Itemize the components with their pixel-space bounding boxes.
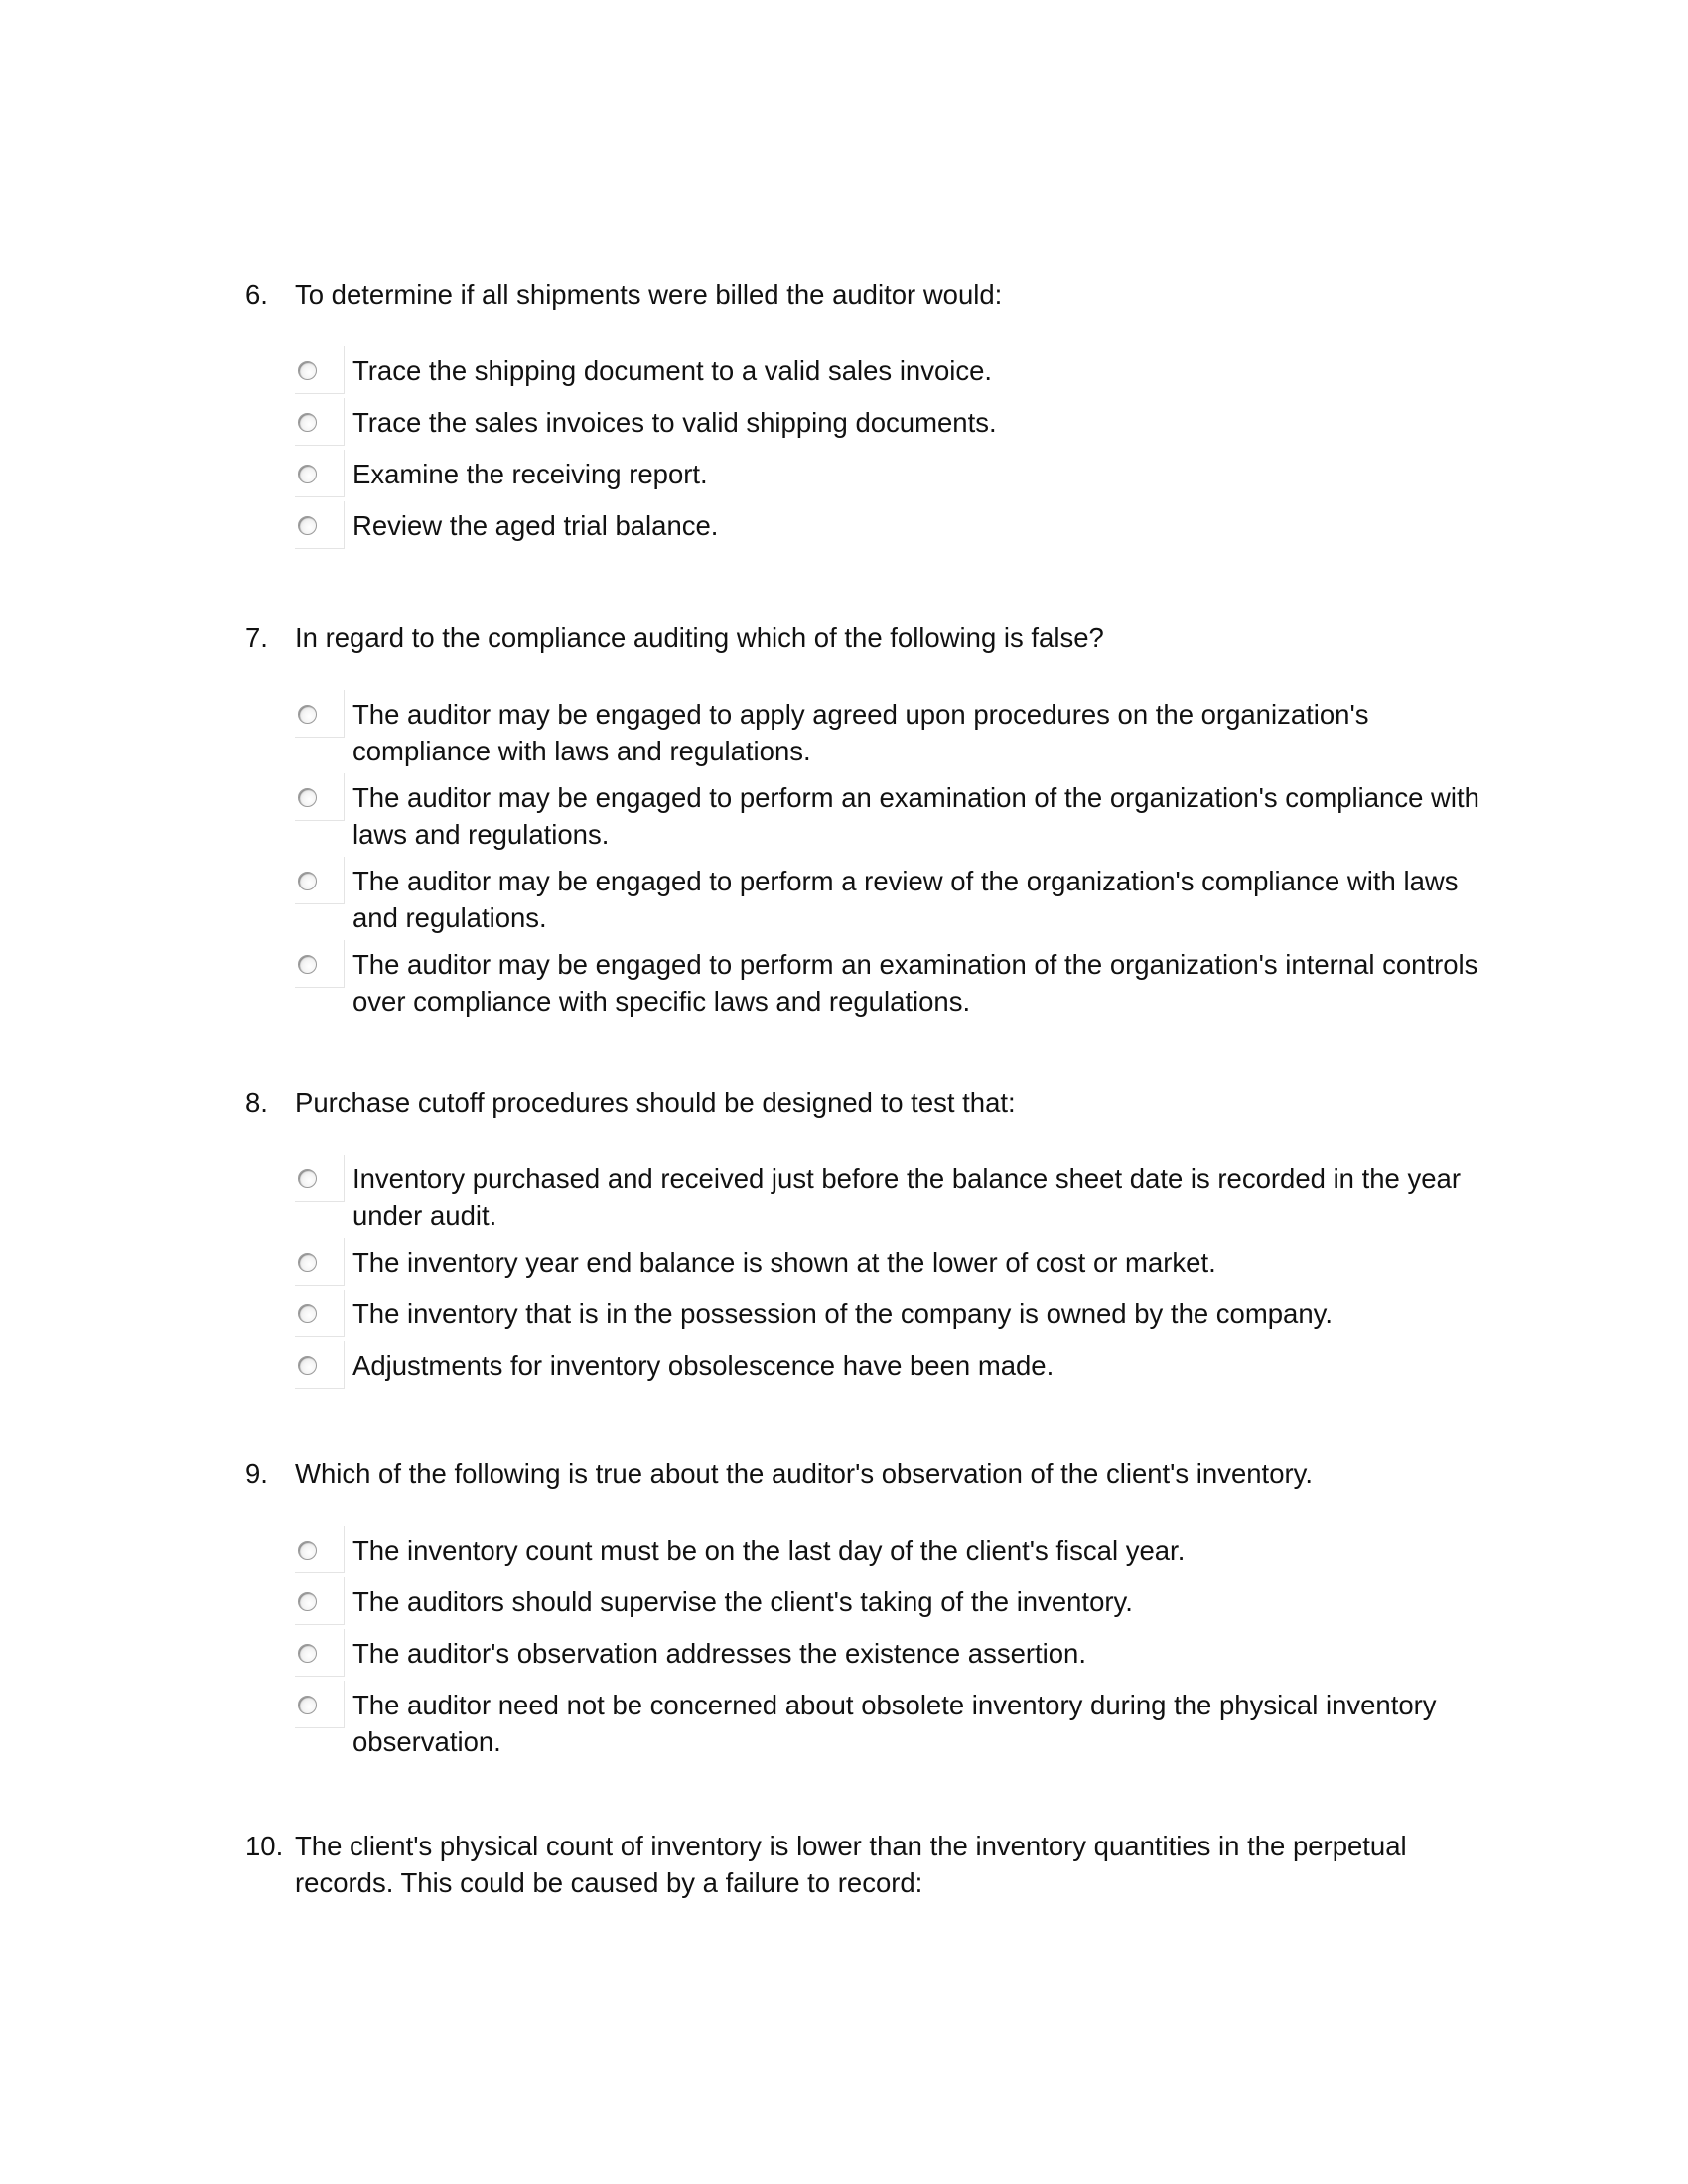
answer-option[interactable]: [295, 352, 1496, 394]
radio-button[interactable]: [298, 516, 317, 535]
option-label: Trace the shipping document to a valid sales invoice.: [352, 355, 993, 386]
radio-cell: [295, 1577, 345, 1625]
question-7: [245, 619, 1496, 1029]
option-label: The auditor may be engaged to perform an examination of the organization's internal controls over compliance with specific laws and regulations.: [352, 949, 1478, 1017]
answer-option[interactable]: [295, 1583, 1496, 1625]
radio-button[interactable]: [298, 788, 317, 807]
radio-cell: [295, 773, 345, 821]
answer-option[interactable]: [295, 696, 1496, 769]
radio-cell: [295, 1290, 345, 1337]
option-label: Examine the receiving report.: [352, 459, 708, 489]
answer-options: [295, 352, 1496, 549]
option-label: Trace the sales invoices to valid shipping documents.: [352, 407, 997, 438]
answer-option[interactable]: [295, 1296, 1496, 1337]
radio-cell: [295, 857, 345, 904]
option-label: Inventory purchased and received just before the balance sheet date is recorded in the year under audit.: [352, 1163, 1461, 1231]
answer-option[interactable]: [295, 456, 1496, 497]
radio-cell: [295, 450, 345, 497]
radio-button[interactable]: [298, 705, 317, 724]
question-text: Which of the following is true about the auditor's observation of the client's inventory.: [295, 1458, 1313, 1489]
option-label: The auditor may be engaged to perform an examination of the organization's compliance with laws and regulations.: [352, 782, 1479, 850]
question-number: 6.: [245, 279, 268, 310]
radio-cell: [295, 1681, 345, 1728]
radio-button[interactable]: [298, 955, 317, 974]
option-label: Review the aged trial balance.: [352, 510, 719, 541]
radio-cell: [295, 501, 345, 549]
radio-button[interactable]: [298, 1169, 317, 1188]
answer-option[interactable]: [295, 507, 1496, 549]
option-label: The auditors should supervise the client's taking of the inventory.: [352, 1586, 1133, 1617]
option-label: The inventory count must be on the last day of the client's fiscal year.: [352, 1535, 1186, 1566]
radio-button[interactable]: [298, 872, 317, 890]
option-label: The auditor may be engaged to apply agreed upon procedures on the organization's compliance with laws and regulations.: [352, 699, 1369, 766]
answer-options: [295, 1532, 1496, 1760]
radio-cell: [295, 940, 345, 988]
answer-option[interactable]: [295, 863, 1496, 936]
radio-button[interactable]: [298, 1644, 317, 1663]
question-10: [245, 1828, 1496, 1901]
question-number: 8.: [245, 1087, 268, 1118]
question-text: Purchase cutoff procedures should be designed to test that:: [295, 1087, 1016, 1118]
radio-button[interactable]: [298, 361, 317, 380]
option-label: The auditor may be engaged to perform a review of the organization's compliance with laws and regulations.: [352, 866, 1459, 933]
answer-option[interactable]: [295, 1244, 1496, 1286]
question-text: The client's physical count of inventory is lower than the inventory quantities in the perpetual records. This could be caused by a failure to record:: [295, 1831, 1407, 1898]
answer-option[interactable]: [295, 1687, 1496, 1760]
answer-option[interactable]: [295, 1635, 1496, 1677]
option-label: The auditor's observation addresses the existence assertion.: [352, 1638, 1086, 1669]
radio-cell: [295, 690, 345, 738]
answer-option[interactable]: [295, 1532, 1496, 1573]
radio-cell: [295, 1629, 345, 1677]
question-6: [245, 276, 1496, 559]
radio-button[interactable]: [298, 1304, 317, 1323]
radio-button[interactable]: [298, 465, 317, 483]
answer-option[interactable]: [295, 779, 1496, 853]
radio-button[interactable]: [298, 1592, 317, 1611]
radio-button[interactable]: [298, 1253, 317, 1272]
option-label: The auditor need not be concerned about obsolete inventory during the physical inventory observation.: [352, 1690, 1437, 1757]
option-label: Adjustments for inventory obsolescence have been made.: [352, 1350, 1055, 1381]
answer-options: [295, 1160, 1496, 1389]
answer-options: [295, 696, 1496, 1020]
answer-option[interactable]: [295, 1160, 1496, 1234]
option-label: The inventory year end balance is shown at the lower of cost or market.: [352, 1247, 1216, 1278]
radio-cell: [295, 1341, 345, 1389]
radio-button[interactable]: [298, 1541, 317, 1560]
option-label: The inventory that is in the possession of the company is owned by the company.: [352, 1298, 1333, 1329]
question-number: 10.: [245, 1831, 284, 1861]
question-number: 7.: [245, 622, 268, 653]
radio-button[interactable]: [298, 413, 317, 432]
question-9: [245, 1455, 1496, 1770]
radio-cell: [295, 1238, 345, 1286]
radio-cell: [295, 1526, 345, 1573]
radio-button[interactable]: [298, 1696, 317, 1714]
question-text: To determine if all shipments were billed the auditor would:: [295, 279, 1003, 310]
radio-cell: [295, 346, 345, 394]
question-8: [245, 1084, 1496, 1399]
answer-option[interactable]: [295, 946, 1496, 1020]
question-text: In regard to the compliance auditing which of the following is false?: [295, 622, 1104, 653]
radio-cell: [295, 398, 345, 446]
answer-option[interactable]: [295, 1347, 1496, 1389]
radio-button[interactable]: [298, 1356, 317, 1375]
answer-option[interactable]: [295, 404, 1496, 446]
question-number: 9.: [245, 1458, 268, 1489]
radio-cell: [295, 1155, 345, 1202]
